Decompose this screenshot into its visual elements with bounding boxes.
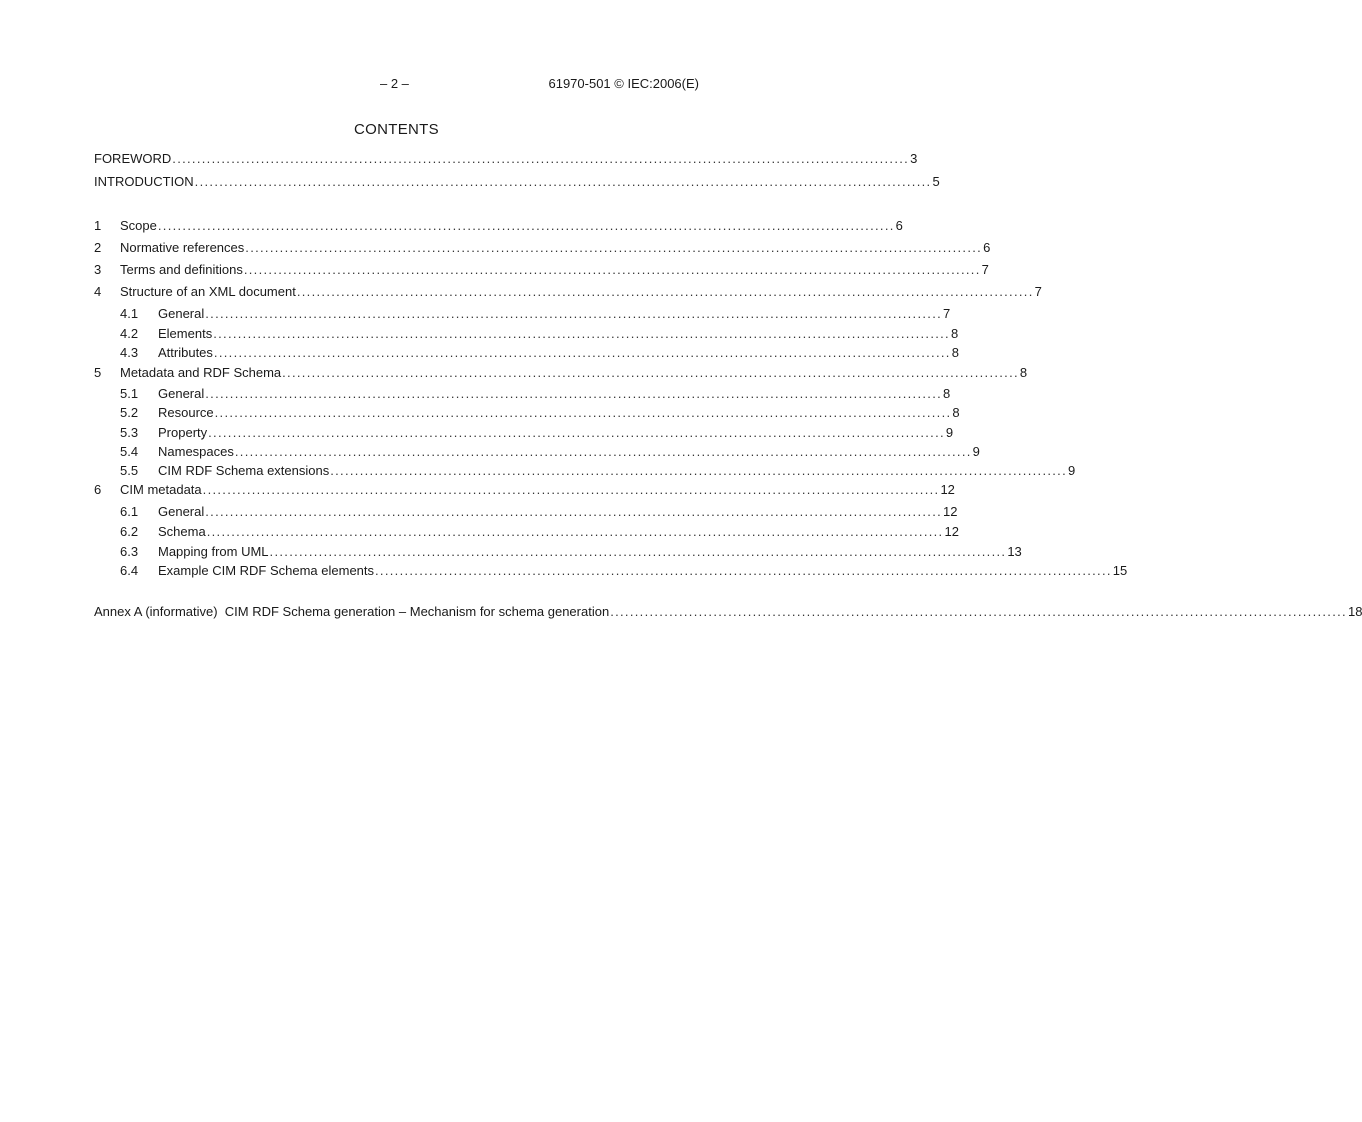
toc-entry-page: 13 xyxy=(1007,544,1022,559)
toc-entry-number: 5.5 xyxy=(120,463,139,478)
toc-entry-label: Annex A (informative) CIM RDF Schema generation – Mechanism for schema generation xyxy=(94,604,610,619)
toc-entry-label: General xyxy=(158,306,205,321)
toc-leader-dots: ...................................................................................................................................................... xyxy=(213,326,950,341)
toc-entry-section-5-4[interactable] xyxy=(94,443,980,460)
toc-leader-dots: ...................................................................................................................................................... xyxy=(296,284,1034,299)
toc-entry-label: Structure of an XML document xyxy=(120,284,296,299)
toc-entry-page: 3 xyxy=(910,151,918,166)
toc-leader-dots: ...................................................................................................................................................... xyxy=(245,240,983,255)
toc-entry-introduction[interactable] xyxy=(94,173,940,190)
toc-entry-number: 5.3 xyxy=(120,425,139,440)
toc-entry-section-6-4[interactable] xyxy=(94,562,1128,579)
toc-entry-section-4[interactable] xyxy=(94,283,1042,300)
toc-leader-dots: ...................................................................................................................................................... xyxy=(206,524,944,539)
toc-entry-page: 7 xyxy=(943,306,951,321)
toc-entry-page: 15 xyxy=(1112,563,1128,578)
toc-entry-page: 12 xyxy=(944,524,959,539)
toc-entry-number: 6.3 xyxy=(120,544,139,559)
toc-leader-dots: ...................................................................................................................................................... xyxy=(205,386,943,401)
toc-entry-page: 8 xyxy=(952,405,960,420)
toc-entry-section-1[interactable] xyxy=(94,217,903,234)
toc-entry-page: 8 xyxy=(943,386,951,401)
page-header xyxy=(0,76,793,94)
toc-entry-label: Elements xyxy=(158,326,213,341)
toc-entry-label: General xyxy=(158,386,205,401)
toc-entry-foreword[interactable] xyxy=(94,150,918,167)
toc-entry-label: Metadata and RDF Schema xyxy=(120,365,282,380)
toc-entry-label: Property xyxy=(158,425,208,440)
toc-entry-label: Terms and definitions xyxy=(120,262,243,277)
toc-entry-section-2[interactable] xyxy=(94,239,991,256)
toc-leader-dots: ...................................................................................................................................................... xyxy=(282,365,1019,380)
toc-entry-label: INTRODUCTION xyxy=(94,174,194,189)
toc-entry-annex-a[interactable] xyxy=(94,603,1362,620)
document-id: 61970-501 © IEC:2006(E) xyxy=(548,76,699,91)
toc-entry-number: 6.2 xyxy=(120,524,139,539)
toc-entry-label: CIM metadata xyxy=(120,482,202,497)
toc-leader-dots: ...................................................................................................................................................... xyxy=(205,306,943,321)
toc-entry-label: Namespaces xyxy=(158,444,234,459)
toc-entry-label: Scope xyxy=(120,218,157,233)
toc-entry-section-5-3[interactable] xyxy=(94,424,954,441)
toc-leader-dots: ...................................................................................................................................................... xyxy=(610,604,1347,619)
toc-entry-number: 2 xyxy=(94,240,102,255)
toc-entry-page: 9 xyxy=(1068,463,1076,478)
toc-entry-number: 5.1 xyxy=(120,386,139,401)
toc-entry-label: CIM RDF Schema extensions xyxy=(158,463,330,478)
toc-leader-dots: ...................................................................................................................................................... xyxy=(208,425,945,440)
toc-entry-section-6-1[interactable] xyxy=(94,503,958,520)
toc-entry-page: 7 xyxy=(1034,284,1042,299)
toc-entry-section-6[interactable] xyxy=(94,481,955,498)
toc-entry-page: 12 xyxy=(943,504,958,519)
toc-entry-section-5-5[interactable] xyxy=(94,462,1076,479)
toc-entry-number: 6 xyxy=(94,482,102,497)
toc-entry-number: 6.1 xyxy=(120,504,139,519)
toc-leader-dots: ...................................................................................................................................................... xyxy=(269,544,1007,559)
toc-entry-number: 3 xyxy=(94,262,102,277)
toc-entry-section-6-3[interactable] xyxy=(94,543,1022,560)
toc-entry-number: 1 xyxy=(94,218,102,233)
toc-entry-number: 5 xyxy=(94,365,102,380)
toc-entry-number: 5.4 xyxy=(120,444,139,459)
toc-entry-section-3[interactable] xyxy=(94,261,989,278)
toc-entry-page: 7 xyxy=(981,262,989,277)
toc-entry-number: 4.1 xyxy=(120,306,139,321)
toc-entry-section-6-2[interactable] xyxy=(94,523,959,540)
toc-leader-dots: ...................................................................................................................................................... xyxy=(234,444,972,459)
toc-entry-page: 18 xyxy=(1347,604,1362,619)
toc-entry-label: Resource xyxy=(158,405,214,420)
toc-entry-label: FOREWORD xyxy=(94,151,172,166)
toc-entry-section-4-2[interactable] xyxy=(94,325,959,342)
toc-entry-number: 4.3 xyxy=(120,345,139,360)
toc-entry-section-5-2[interactable] xyxy=(94,404,960,421)
toc-entry-label: General xyxy=(158,504,205,519)
toc-entry-number: 4 xyxy=(94,284,102,299)
toc-entry-label: Mapping from UML xyxy=(158,544,269,559)
toc-entry-page: 6 xyxy=(983,240,991,255)
page-title: CONTENTS xyxy=(354,121,439,138)
toc-entry-section-4-3[interactable] xyxy=(94,344,959,361)
toc-leader-dots: ...................................................................................................................................................... xyxy=(157,218,895,233)
toc-leader-dots: ...................................................................................................................................................... xyxy=(194,174,932,189)
toc-entry-number: 4.2 xyxy=(120,326,139,341)
toc-entry-label: Example CIM RDF Schema elements xyxy=(158,563,375,578)
toc-entry-page: 6 xyxy=(895,218,903,233)
toc-entry-number: 6.4 xyxy=(120,563,139,578)
toc-entry-label: Schema xyxy=(158,524,206,539)
toc-entry-page: 8 xyxy=(950,326,959,341)
page-number: – 2 – xyxy=(380,76,409,91)
toc-leader-dots: ...................................................................................................................................................... xyxy=(330,463,1068,478)
toc-leader-dots: ...................................................................................................................................................... xyxy=(214,405,952,420)
toc-leader-dots: ...................................................................................................................................................... xyxy=(202,482,940,497)
toc-entry-page: 5 xyxy=(932,174,940,189)
toc-leader-dots: ...................................................................................................................................................... xyxy=(172,151,910,166)
toc-entry-label: Normative references xyxy=(120,240,245,255)
toc-entry-page: 8 xyxy=(951,345,959,360)
toc-entry-page: 9 xyxy=(945,425,954,440)
toc-leader-dots: ...................................................................................................................................................... xyxy=(243,262,981,277)
toc-entry-label: Attributes xyxy=(158,345,213,360)
toc-entry-number: 5.2 xyxy=(120,405,139,420)
toc-entry-section-5[interactable] xyxy=(94,364,1028,381)
toc-leader-dots: ...................................................................................................................................................... xyxy=(205,504,943,519)
toc-entry-page: 12 xyxy=(940,482,955,497)
toc-leader-dots: ...................................................................................................................................................... xyxy=(375,563,1112,578)
toc-leader-dots: ...................................................................................................................................................... xyxy=(213,345,951,360)
toc-entry-section-5-1[interactable] xyxy=(94,385,951,402)
toc-entry-page: 9 xyxy=(972,444,980,459)
toc-entry-section-4-1[interactable] xyxy=(94,305,951,322)
toc-entry-page: 8 xyxy=(1019,365,1028,380)
